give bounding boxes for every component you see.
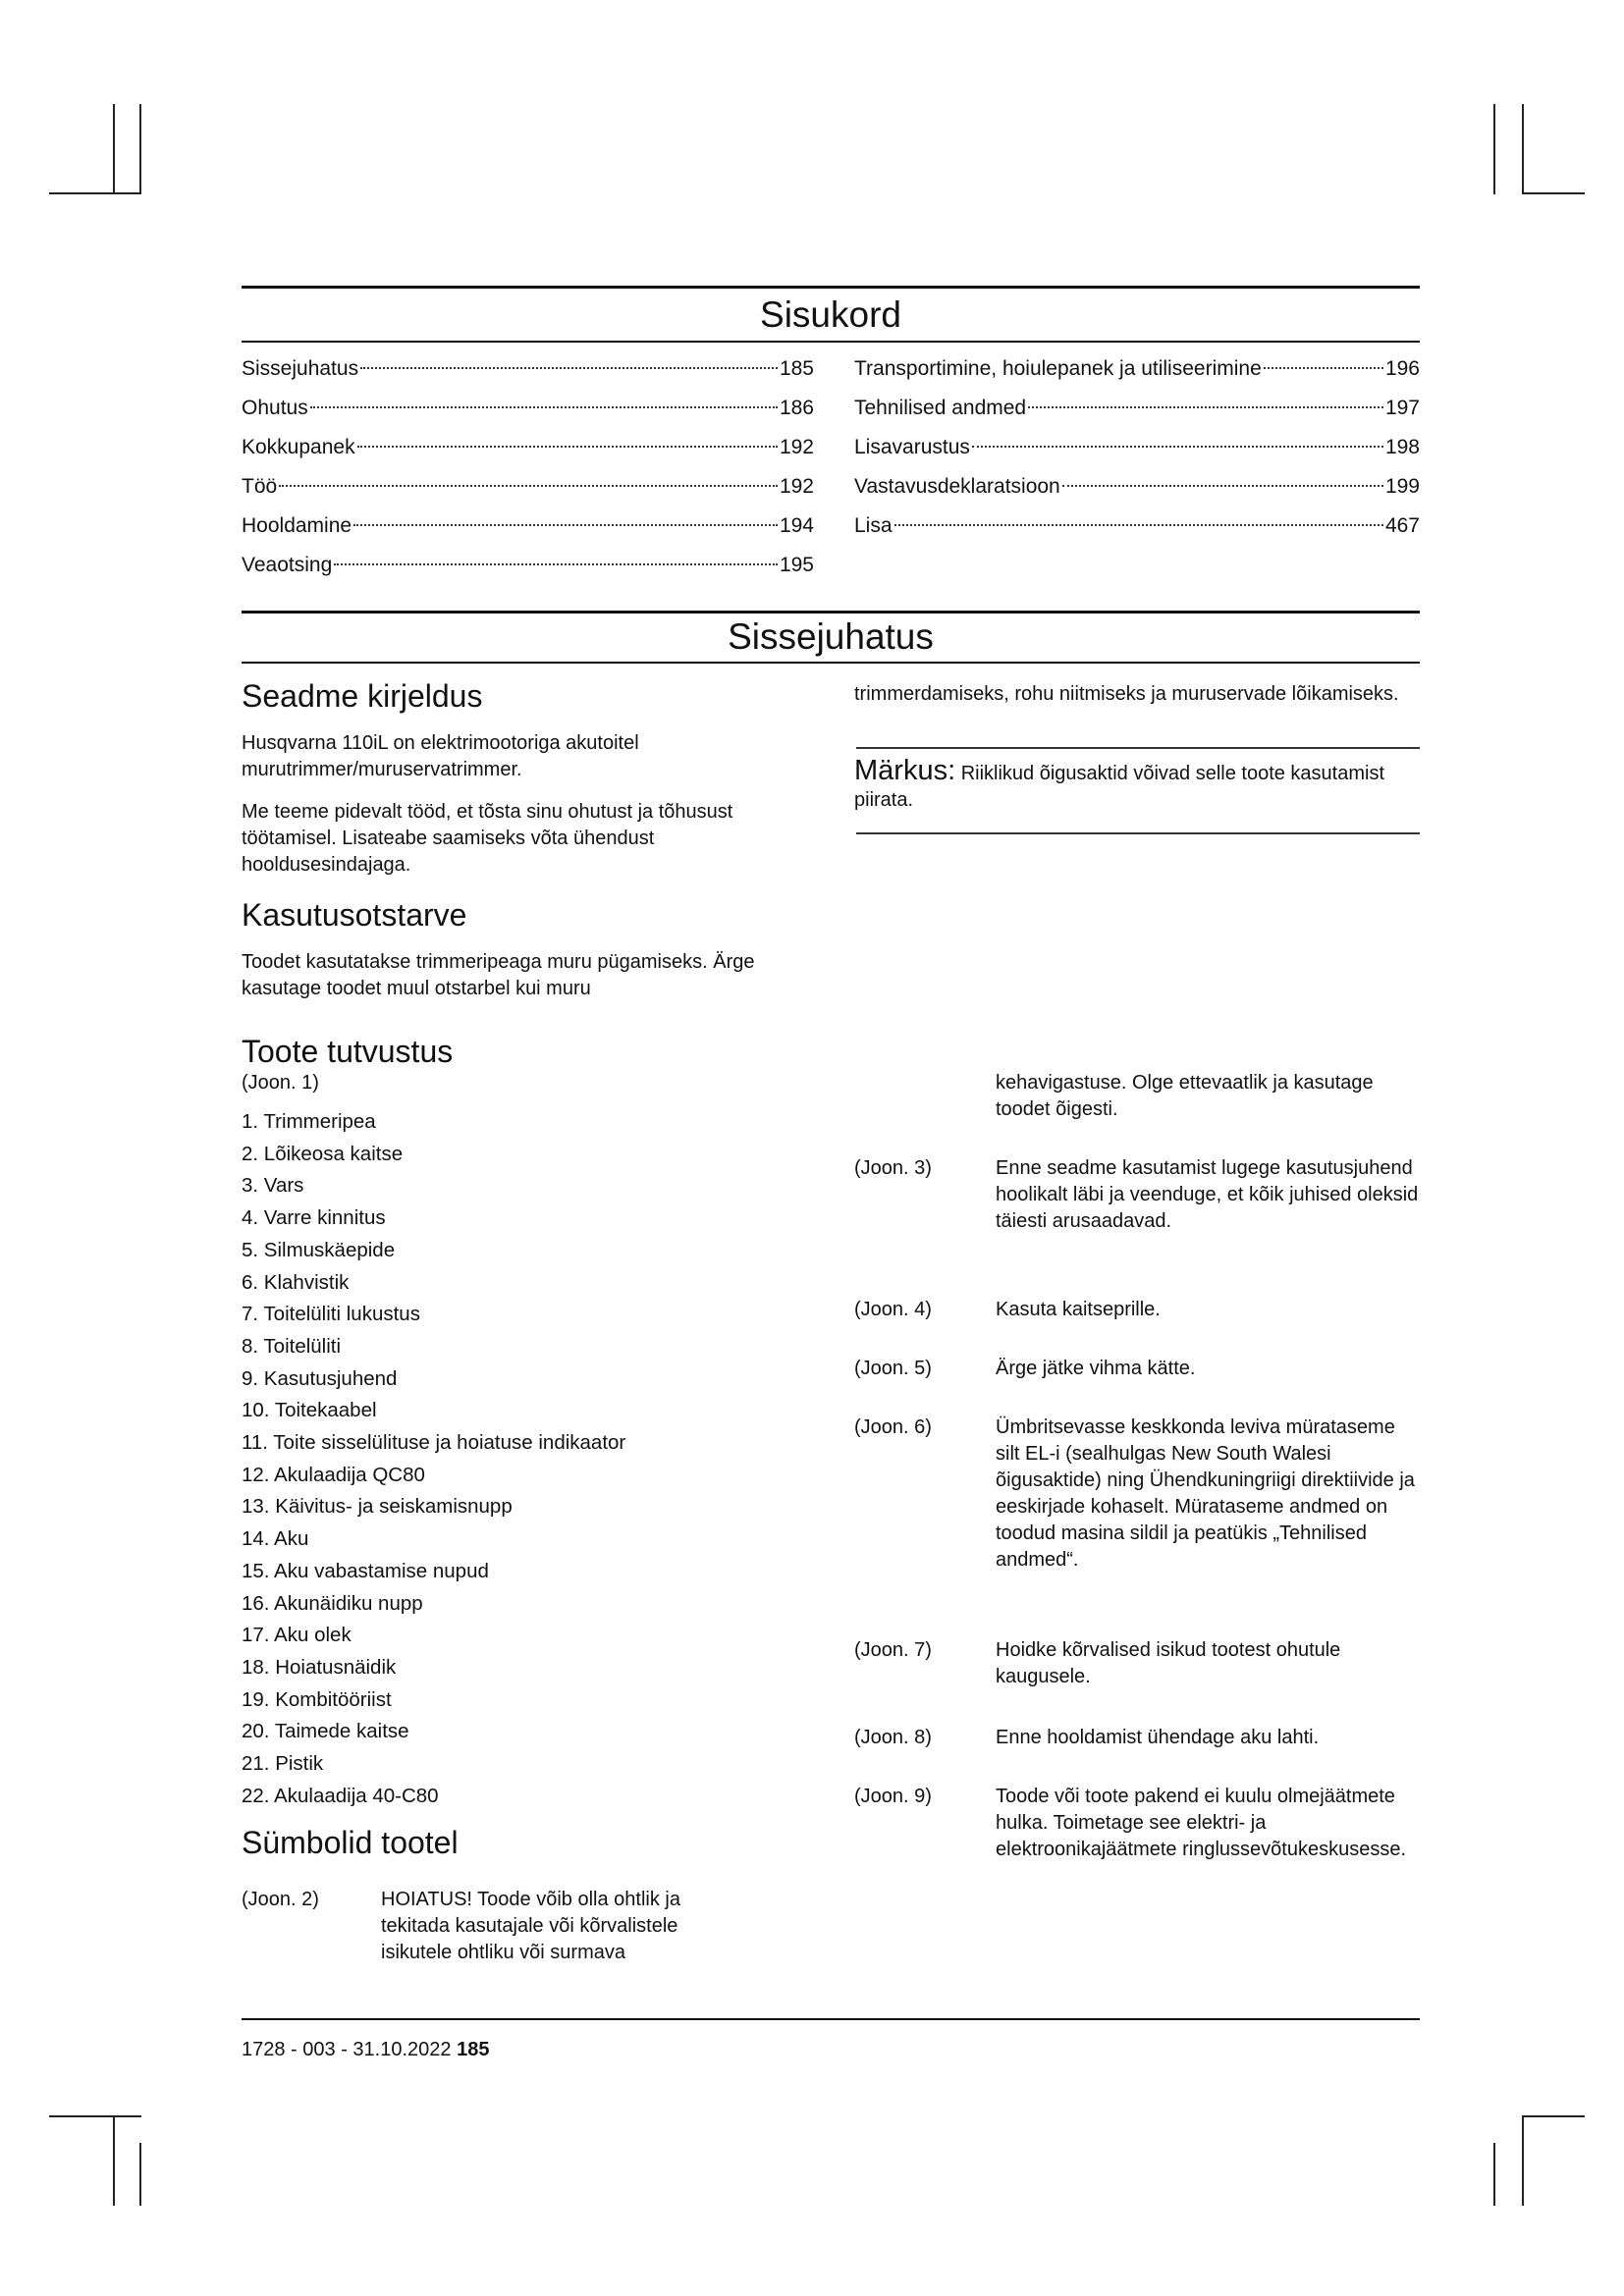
- list-item: 12. Akulaadija QC80: [242, 1463, 425, 1486]
- description-paragraph-2: Me teeme pidevalt tööd, et tõsta sinu ohutust ja tõhusust töötamisel. Lisateabe saamiseks võta ühendust hooldusesindajaga.: [242, 801, 733, 876]
- toc-left-column: [242, 349, 814, 585]
- toc-entry[interactable]: [854, 349, 1420, 389]
- intro-title: Sissejuhatus: [728, 616, 934, 657]
- list-item: 16. Akunäidiku nupp: [242, 1591, 423, 1615]
- symbol-figure-ref: (Joon. 8): [854, 1727, 932, 1748]
- toc-entry-page: 192: [779, 436, 814, 458]
- footer: [242, 2037, 489, 2062]
- symbol-text: Ümbritsevasse keskkonda leviva mürataseme silt EL-i (sealhulgas New South Walesi õigusaktide) ning Ühendkuningriigi direktiivide ja eeskirjade kohaselt. Mürataseme andmed on toodud masina sildil ja peatükis „Tehnilised andmed“.: [996, 1416, 1415, 1571]
- list-item: 11. Toite sisselülituse ja hoiatuse indikaator: [242, 1431, 626, 1455]
- symbol-figure-ref: (Joon. 9): [854, 1786, 932, 1807]
- symbol-figure-ref: (Joon. 4): [854, 1299, 932, 1320]
- symbols-heading: Sümbolid tootel: [242, 1825, 459, 1861]
- toc-entry-page: 194: [779, 514, 814, 537]
- overview-figure-ref: (Joon. 1): [242, 1072, 319, 1094]
- toc-rule-top: [242, 286, 1420, 289]
- list-item: 2. Lõikeosa kaitse: [242, 1142, 404, 1165]
- list-item: 13. Käivitus- ja seiskamisnupp: [242, 1495, 513, 1519]
- overview-section: [242, 1033, 831, 1861]
- list-item: 6. Klahvistik: [242, 1270, 350, 1294]
- description-heading: Seadme kirjeldus: [242, 678, 483, 714]
- intro-right-column: [854, 681, 1404, 708]
- list-item: 10. Toitekaabel: [242, 1399, 377, 1422]
- list-item: 22. Akulaadija 40-C80: [242, 1784, 439, 1807]
- symbol-figure-ref: (Joon. 7): [854, 1639, 932, 1661]
- toc-entry-label: Sissejuhatus: [242, 357, 359, 380]
- toc-entry-page: 195: [779, 554, 814, 576]
- toc-entry[interactable]: [854, 507, 1420, 546]
- toc-entry-page: 467: [1384, 514, 1420, 537]
- toc-entry-page: 198: [1384, 436, 1420, 458]
- list-item: 17. Aku olek: [242, 1624, 352, 1647]
- toc-entry-page: 196: [1384, 357, 1420, 380]
- list-item: 4. Varre kinnitus: [242, 1206, 386, 1230]
- toc-entry[interactable]: [854, 467, 1420, 507]
- footer-page-number: 185: [457, 2039, 490, 2060]
- toc-entry-label: Tehnilised andmed: [854, 397, 1027, 419]
- list-item: 18. Hoiatusnäidik: [242, 1655, 397, 1679]
- toc-entry[interactable]: [242, 389, 814, 428]
- list-item: 3. Vars: [242, 1174, 304, 1198]
- usage-heading: Kasutusotstarve: [242, 897, 467, 933]
- symbol-text: HOIATUS! Toode võib olla ohtlik ja tekitada kasutajale või kõrvalistele isikutele ohtliku või surmava: [381, 1889, 680, 1963]
- list-item: 7. Toitelüliti lukustus: [242, 1303, 420, 1326]
- toc-entry-page: 192: [779, 475, 814, 498]
- toc-entry-label: Transportimine, hoiulepanek ja utiliseerimine: [854, 357, 1262, 380]
- toc-title: Sisukord: [760, 294, 901, 335]
- toc-entry[interactable]: [242, 507, 814, 546]
- symbol-text: Kasuta kaitseprille.: [996, 1299, 1161, 1320]
- symbol-text: Hoidke kõrvalised isikud tootest ohutule kaugusele.: [996, 1639, 1341, 1687]
- toc-right-column: [854, 349, 1420, 546]
- symbol-text-continued: kehavigastuse. Olge ettevaatlik ja kasutage toodet õigesti.: [996, 1072, 1374, 1120]
- toc-entry[interactable]: [242, 467, 814, 507]
- description-paragraph-1: Husqvarna 110iL on elektrimootoriga akutoitel murutrimmer/muruservatrimmer.: [242, 732, 639, 780]
- toc-entry[interactable]: [854, 389, 1420, 428]
- list-item: 20. Taimede kaitse: [242, 1720, 409, 1743]
- toc-entry-page: 199: [1384, 475, 1420, 498]
- toc-entry-label: Kokkupanek: [242, 436, 355, 458]
- note-box: [854, 755, 1404, 814]
- toc-entry[interactable]: [854, 428, 1420, 467]
- toc-entry-page: 186: [779, 397, 814, 419]
- usage-paragraph: Toodet kasutatakse trimmeripeaga muru pügamiseks. Ärge kasutage toodet muul otstarbel kui muru: [242, 951, 755, 999]
- toc-entry-page: 197: [1384, 397, 1420, 419]
- toc-entry[interactable]: [242, 349, 814, 389]
- symbol-text: Enne hooldamist ühendage aku lahti.: [996, 1727, 1320, 1748]
- toc-entry-label: Lisa: [854, 514, 893, 537]
- parts-list: [242, 1106, 831, 1812]
- toc-entry[interactable]: [242, 428, 814, 467]
- toc-entry-label: Hooldamine: [242, 514, 352, 537]
- list-item: 5. Silmuskäepide: [242, 1238, 396, 1261]
- list-item: 21. Pistik: [242, 1752, 324, 1776]
- footer-doc-info: 1728 - 003 - 31.10.2022: [242, 2039, 452, 2060]
- symbol-text: Ärge jätke vihma kätte.: [996, 1358, 1196, 1379]
- toc-entry-label: Veaotsing: [242, 554, 333, 576]
- intro-rule-bottom: [242, 662, 1420, 664]
- toc-entry-label: Töö: [242, 475, 278, 498]
- toc-entry-page: 185: [779, 357, 814, 380]
- symbol-text: Toode või toote pakend ei kuulu olmejäätmete hulka. Toimetage see elektri- ja elektroonikajäätmete ringlussevõtukeskusesse.: [996, 1786, 1406, 1860]
- note-rule-bottom: [856, 832, 1420, 834]
- overview-heading: Toote tutvustus: [242, 1034, 454, 1069]
- toc-entry-label: Vastavusdeklaratsioon: [854, 475, 1060, 498]
- symbol-figure-ref: (Joon. 2): [242, 1889, 319, 1910]
- symbol-figure-ref: (Joon. 3): [854, 1157, 932, 1179]
- list-item: 8. Toitelüliti: [242, 1334, 342, 1358]
- toc-rule-bottom: [242, 341, 1420, 343]
- intro-left-column: [242, 677, 821, 1002]
- list-item: 15. Aku vabastamise nupud: [242, 1559, 489, 1582]
- usage-paragraph-continued: trimmerdamiseks, rohu niitmiseks ja muruservade lõikamiseks.: [854, 683, 1399, 705]
- intro-rule-top: [242, 611, 1420, 614]
- toc-entry-label: Lisavarustus: [854, 436, 970, 458]
- symbol-text: Enne seadme kasutamist lugege kasutusjuhend hoolikalt läbi ja veenduge, et kõik juhised oleksid täiesti arusaadavad.: [996, 1157, 1419, 1232]
- toc-entry[interactable]: [242, 546, 814, 585]
- note-label: Märkus:: [854, 755, 956, 786]
- list-item: 1. Trimmeripea: [242, 1110, 376, 1133]
- list-item: 19. Kombitööriist: [242, 1687, 392, 1711]
- list-item: 14. Aku: [242, 1527, 309, 1551]
- list-item: 9. Kasutusjuhend: [242, 1366, 398, 1390]
- symbol-figure-ref: (Joon. 6): [854, 1416, 932, 1438]
- note-rule-top: [856, 747, 1420, 749]
- note-text: Riiklikud õigusaktid võivad selle toote kasutamist piirata.: [854, 763, 1385, 811]
- symbol-figure-ref: (Joon. 5): [854, 1358, 932, 1379]
- toc-entry-label: Ohutus: [242, 397, 308, 419]
- footer-rule: [242, 2018, 1420, 2020]
